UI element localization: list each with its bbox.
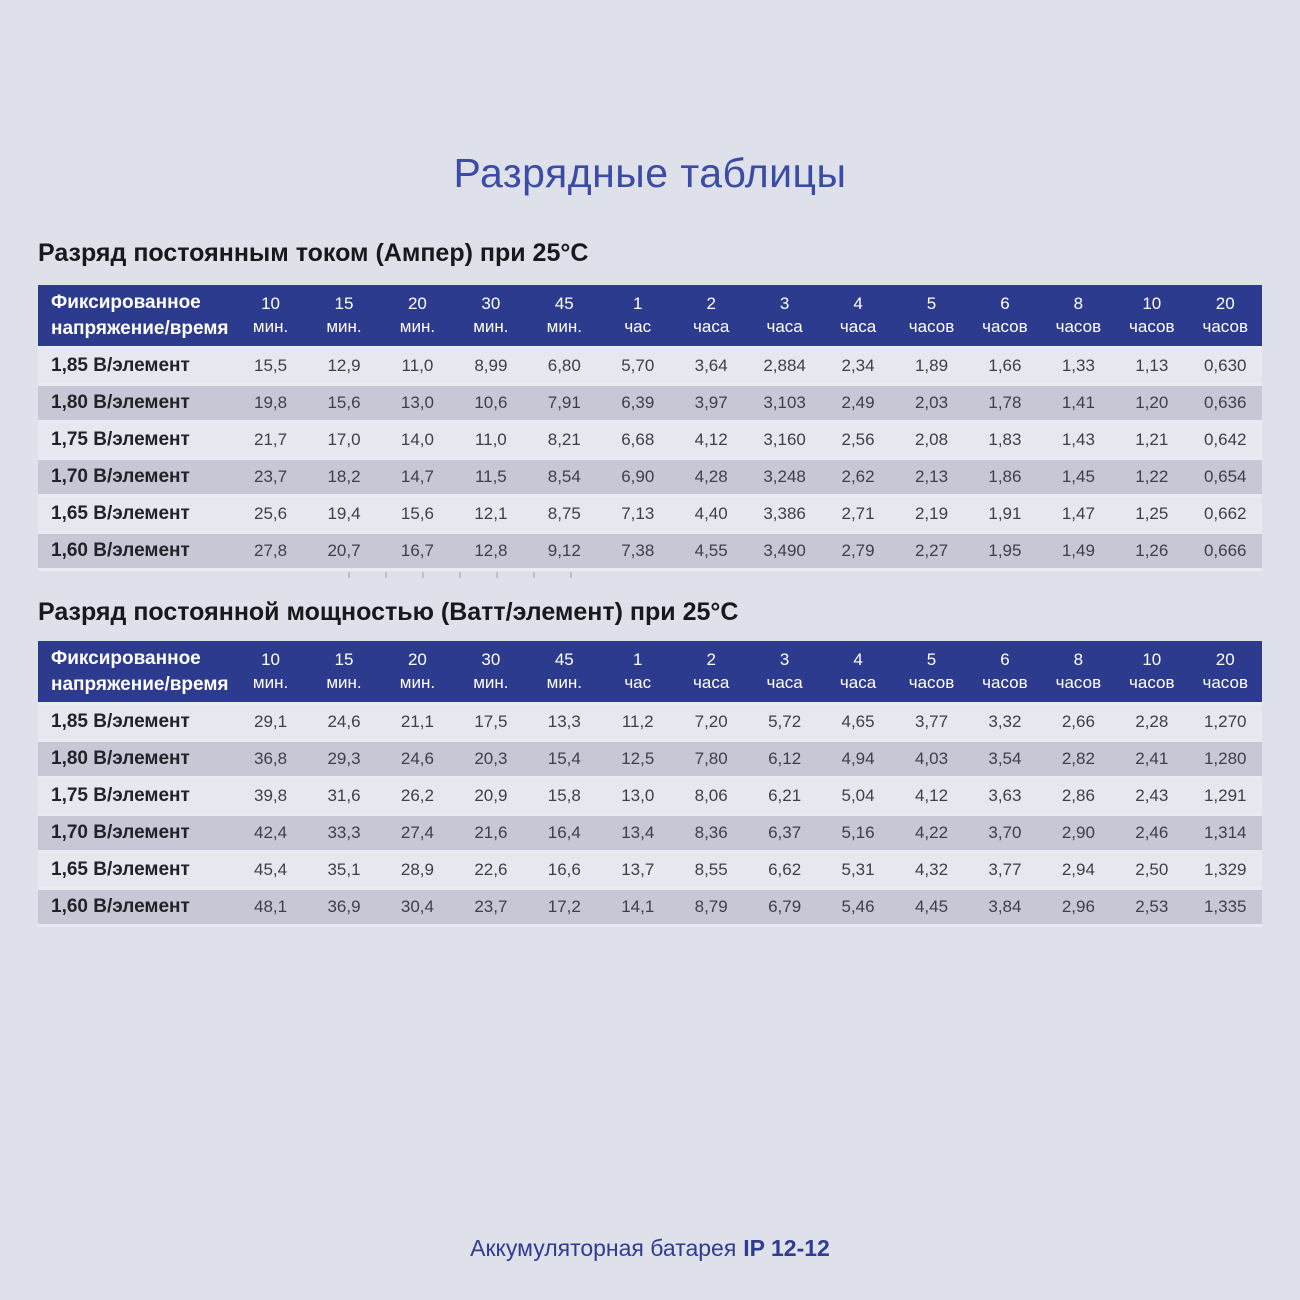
row-label: 1,75 В/элемент bbox=[51, 785, 190, 806]
table-cell: 2,28 bbox=[1135, 712, 1169, 731]
table-cell: 6,79 bbox=[768, 897, 802, 916]
table-cell: 1,280 bbox=[1203, 749, 1247, 768]
table-cell: 4,12 bbox=[914, 786, 949, 805]
table-cell: 1,78 bbox=[988, 393, 1022, 412]
table-cell: 39,8 bbox=[254, 786, 288, 805]
row-label: 1,85 В/элемент bbox=[51, 711, 190, 732]
table-cell: 2,86 bbox=[1061, 786, 1095, 805]
column-header: 5 часов bbox=[908, 293, 955, 336]
corner-header: Фиксированное напряжение/время bbox=[51, 648, 229, 695]
table-cell: 28,9 bbox=[400, 860, 434, 879]
page-title: Разрядные таблицы bbox=[453, 150, 847, 196]
table-cell: 2,82 bbox=[1061, 749, 1095, 768]
table-cell: 3,84 bbox=[988, 897, 1022, 916]
table-cell: 6,37 bbox=[768, 823, 802, 842]
table-cell: 3,160 bbox=[763, 430, 806, 449]
table-cell: 14,7 bbox=[400, 467, 434, 486]
row-label: 1,65 В/элемент bbox=[51, 859, 190, 880]
table-cell: 21,6 bbox=[474, 823, 508, 842]
table-cell: 2,43 bbox=[1135, 786, 1169, 805]
table-cell: 4,94 bbox=[841, 749, 875, 768]
table-cell: 1,86 bbox=[988, 467, 1022, 486]
table-cell: 13,0 bbox=[400, 393, 434, 412]
table-row bbox=[38, 349, 1262, 386]
table-cell: 2,71 bbox=[841, 504, 875, 523]
column-header: 8 часов bbox=[1055, 293, 1102, 336]
footer-text: Аккумуляторная батарея bbox=[470, 1235, 737, 1261]
table-cell: 15,4 bbox=[547, 749, 581, 768]
table-cell: 4,03 bbox=[914, 749, 949, 768]
table-cell: 0,636 bbox=[1203, 393, 1247, 412]
table-cell: 16,6 bbox=[547, 860, 581, 879]
table-cell: 1,83 bbox=[988, 430, 1022, 449]
table-header-row bbox=[38, 285, 1262, 349]
table-cell: 3,77 bbox=[988, 860, 1022, 879]
column-header: 2 часа bbox=[693, 649, 730, 692]
table-cell: 0,654 bbox=[1203, 467, 1247, 486]
column-header: 30 мин. bbox=[473, 293, 509, 336]
table-cell: 1,329 bbox=[1203, 860, 1247, 879]
table-cell: 1,291 bbox=[1203, 786, 1247, 805]
table-cell: 0,666 bbox=[1203, 541, 1247, 560]
table-cell: 2,79 bbox=[841, 541, 875, 560]
column-header: 30 мин. bbox=[473, 649, 509, 692]
table-cell: 8,21 bbox=[547, 430, 581, 449]
table-cell: 11,2 bbox=[621, 712, 654, 731]
table-header-row bbox=[38, 641, 1262, 705]
table-body bbox=[38, 349, 1262, 571]
table-cell: 8,55 bbox=[694, 860, 728, 879]
table-cell: 2,50 bbox=[1135, 860, 1169, 879]
table-cell: 3,490 bbox=[763, 541, 806, 560]
table-cell: 1,43 bbox=[1061, 430, 1095, 449]
table-cell: 1,49 bbox=[1061, 541, 1095, 560]
table-cell: 16,4 bbox=[547, 823, 581, 842]
table-cell: 1,41 bbox=[1061, 393, 1095, 412]
table-cell: 17,0 bbox=[327, 430, 361, 449]
table-cell: 2,884 bbox=[763, 356, 806, 375]
row-label: 1,65 В/элемент bbox=[51, 503, 190, 524]
table-cell: 29,3 bbox=[327, 749, 361, 768]
column-header: 10 часов bbox=[1129, 649, 1175, 692]
table-cell: 6,21 bbox=[768, 786, 802, 805]
table-row bbox=[38, 423, 1262, 460]
table-cell: 1,45 bbox=[1061, 467, 1095, 486]
table-cell: 8,06 bbox=[694, 786, 728, 805]
table-row bbox=[38, 779, 1262, 816]
table-cell: 29,1 bbox=[254, 712, 288, 731]
column-header: 10 мин. bbox=[252, 293, 289, 336]
table-cell: 13,0 bbox=[621, 786, 655, 805]
table-cell: 4,32 bbox=[914, 860, 949, 879]
column-header: 20 мин. bbox=[399, 649, 436, 692]
column-header: 4 часа bbox=[839, 649, 877, 692]
table-cell: 25,6 bbox=[254, 504, 288, 523]
table-cell: 17,5 bbox=[474, 712, 508, 731]
table-cell: 14,0 bbox=[400, 430, 434, 449]
table-cell: 2,56 bbox=[841, 430, 875, 449]
table-cell: 15,6 bbox=[400, 504, 434, 523]
table-cell: 4,55 bbox=[694, 541, 728, 560]
table-row bbox=[38, 853, 1262, 890]
table-body bbox=[38, 705, 1262, 927]
table-cell: 8,54 bbox=[547, 467, 581, 486]
table-cell: 3,32 bbox=[988, 712, 1022, 731]
table-cell: 4,65 bbox=[841, 712, 875, 731]
column-header: 1 час bbox=[624, 293, 652, 336]
column-header: 5 часов bbox=[908, 649, 955, 692]
table-cell: 1,33 bbox=[1061, 356, 1095, 375]
corner-header: Фиксированное напряжение/время bbox=[51, 292, 229, 339]
table-cell: 20,7 bbox=[327, 541, 361, 560]
table-cell: 31,6 bbox=[327, 786, 361, 805]
table-cell: 36,9 bbox=[327, 897, 361, 916]
table-cell: 8,36 bbox=[694, 823, 728, 842]
table-cell: 2,94 bbox=[1061, 860, 1095, 879]
column-header: 6 часов bbox=[982, 649, 1028, 692]
column-header: 3 часа bbox=[766, 293, 803, 336]
table-cell: 3,54 bbox=[988, 749, 1022, 768]
table-cell: 2,08 bbox=[914, 430, 949, 449]
table-cell: 27,4 bbox=[400, 823, 434, 842]
table-cell: 2,49 bbox=[841, 393, 875, 412]
table-cell: 6,39 bbox=[621, 393, 655, 412]
table-cell: 5,31 bbox=[841, 860, 875, 879]
table-cell: 11,0 bbox=[474, 430, 507, 449]
table-cell: 21,1 bbox=[400, 712, 434, 731]
table-cell: 18,2 bbox=[327, 467, 361, 486]
column-header: 4 часа bbox=[839, 293, 877, 336]
table-row bbox=[38, 534, 1262, 571]
constant-current-table bbox=[38, 285, 1262, 571]
table-cell: 4,45 bbox=[914, 897, 949, 916]
table-row bbox=[38, 742, 1262, 779]
table-cell: 3,103 bbox=[763, 393, 806, 412]
table-cell: 35,1 bbox=[327, 860, 361, 879]
table-cell: 2,46 bbox=[1135, 823, 1169, 842]
row-label: 1,60 В/элемент bbox=[51, 540, 190, 561]
column-header: 15 мин. bbox=[326, 293, 362, 336]
table-cell: 2,41 bbox=[1135, 749, 1169, 768]
row-label: 1,85 В/элемент bbox=[51, 355, 190, 376]
table-cell: 1,270 bbox=[1203, 712, 1247, 731]
table-cell: 7,91 bbox=[547, 393, 581, 412]
table-cell: 4,22 bbox=[914, 823, 949, 842]
table-cell: 42,4 bbox=[254, 823, 288, 842]
table-cell: 2,34 bbox=[841, 356, 875, 375]
table-cell: 6,12 bbox=[768, 749, 802, 768]
table-cell: 3,386 bbox=[763, 504, 806, 523]
table-cell: 8,75 bbox=[547, 504, 581, 523]
table-cell: 13,3 bbox=[547, 712, 581, 731]
table-cell: 7,20 bbox=[694, 712, 728, 731]
table-cell: 23,7 bbox=[474, 897, 508, 916]
table-cell: 24,6 bbox=[400, 749, 434, 768]
row-label: 1,70 В/элемент bbox=[51, 466, 190, 487]
table-cell: 1,47 bbox=[1061, 504, 1095, 523]
table-cell: 2,03 bbox=[914, 393, 949, 412]
column-header: 20 часов bbox=[1202, 293, 1248, 336]
table-cell: 0,642 bbox=[1203, 430, 1247, 449]
table-cell: 14,1 bbox=[621, 897, 655, 916]
column-header: 1 час bbox=[624, 649, 652, 692]
table-cell: 4,40 bbox=[694, 504, 728, 523]
table-cell: 26,2 bbox=[400, 786, 434, 805]
table-cell: 8,99 bbox=[474, 356, 508, 375]
table-cell: 2,27 bbox=[914, 541, 949, 560]
table-heading-power: Разряд постоянной мощностью (Ватт/элемент) при 25°C bbox=[38, 598, 739, 626]
table-cell: 2,62 bbox=[841, 467, 875, 486]
table-cell: 27,8 bbox=[254, 541, 288, 560]
table-cell: 8,79 bbox=[694, 897, 728, 916]
table-cell: 1,21 bbox=[1135, 430, 1169, 449]
table-cell: 3,64 bbox=[694, 356, 728, 375]
table-cell: 4,12 bbox=[694, 430, 728, 449]
table-cell: 0,662 bbox=[1203, 504, 1247, 523]
table-cell: 7,38 bbox=[621, 541, 655, 560]
table-cell: 9,12 bbox=[547, 541, 581, 560]
table-cell: 12,1 bbox=[474, 504, 508, 523]
table-cell: 1,91 bbox=[988, 504, 1022, 523]
table-cell: 12,8 bbox=[474, 541, 508, 560]
table-cell: 36,8 bbox=[254, 749, 288, 768]
table-cell: 17,2 bbox=[547, 897, 581, 916]
table-cell: 6,62 bbox=[768, 860, 802, 879]
row-label: 1,75 В/элемент bbox=[51, 429, 190, 450]
table-cell: 20,3 bbox=[474, 749, 508, 768]
column-header: 20 часов bbox=[1202, 649, 1248, 692]
table-row bbox=[38, 497, 1262, 534]
column-header: 3 часа bbox=[766, 649, 803, 692]
row-label: 1,60 В/элемент bbox=[51, 896, 190, 917]
table-cell: 7,13 bbox=[621, 504, 655, 523]
column-header: 15 мин. bbox=[326, 649, 362, 692]
row-label: 1,70 В/элемент bbox=[51, 822, 190, 843]
cropped-row-artifact bbox=[348, 572, 576, 578]
table-cell: 1,89 bbox=[914, 356, 949, 375]
content-area bbox=[0, 197, 1300, 927]
table-cell: 1,314 bbox=[1203, 823, 1247, 842]
table-cell: 19,8 bbox=[254, 393, 288, 412]
table-cell: 6,68 bbox=[621, 430, 655, 449]
table-cell: 2,53 bbox=[1135, 897, 1169, 916]
table-cell: 13,7 bbox=[621, 860, 655, 879]
table-cell: 1,335 bbox=[1203, 897, 1247, 916]
table-cell: 2,66 bbox=[1061, 712, 1095, 731]
column-header: 45 мин. bbox=[546, 649, 582, 692]
table-cell: 23,7 bbox=[254, 467, 288, 486]
table-cell: 30,4 bbox=[400, 897, 434, 916]
column-header: 10 мин. bbox=[252, 649, 289, 692]
table-cell: 6,80 bbox=[547, 356, 581, 375]
table-cell: 5,46 bbox=[841, 897, 875, 916]
table-cell: 3,248 bbox=[763, 467, 806, 486]
table-cell: 20,9 bbox=[474, 786, 508, 805]
table-cell: 2,19 bbox=[914, 504, 949, 523]
table-cell: 12,9 bbox=[327, 356, 361, 375]
table-heading-current: Разряд постоянным током (Ампер) при 25°C bbox=[38, 239, 589, 267]
table-cell: 4,28 bbox=[694, 467, 728, 486]
table-cell: 5,16 bbox=[841, 823, 875, 842]
table-cell: 22,6 bbox=[474, 860, 508, 879]
table-row bbox=[38, 460, 1262, 497]
table-cell: 21,7 bbox=[254, 430, 288, 449]
table-cell: 5,70 bbox=[621, 356, 655, 375]
table-cell: 3,97 bbox=[694, 393, 728, 412]
table-cell: 3,70 bbox=[988, 823, 1022, 842]
table-cell: 1,25 bbox=[1135, 504, 1169, 523]
table-row bbox=[38, 816, 1262, 853]
table-cell: 1,95 bbox=[988, 541, 1022, 560]
table-cell: 2,13 bbox=[914, 467, 949, 486]
battery-model: IP 12-12 bbox=[743, 1235, 830, 1261]
constant-power-table bbox=[38, 641, 1262, 927]
row-label: 1,80 В/элемент bbox=[51, 392, 190, 413]
table-cell: 11,5 bbox=[474, 467, 507, 486]
table-cell: 0,630 bbox=[1203, 356, 1247, 375]
table-cell: 1,20 bbox=[1135, 393, 1169, 412]
table-cell: 1,66 bbox=[988, 356, 1022, 375]
table-cell: 45,4 bbox=[254, 860, 288, 879]
table-cell: 6,90 bbox=[621, 467, 655, 486]
table-cell: 15,5 bbox=[254, 356, 288, 375]
column-header: 8 часов bbox=[1055, 649, 1102, 692]
table-cell: 10,6 bbox=[474, 393, 508, 412]
table-cell: 1,22 bbox=[1135, 467, 1169, 486]
column-header: 45 мин. bbox=[546, 293, 582, 336]
table-cell: 11,0 bbox=[401, 356, 434, 375]
table-cell: 15,6 bbox=[327, 393, 361, 412]
table-cell: 3,63 bbox=[988, 786, 1022, 805]
table-cell: 3,77 bbox=[914, 712, 949, 731]
table-row bbox=[38, 890, 1262, 927]
table-cell: 5,04 bbox=[841, 786, 875, 805]
table-cell: 2,90 bbox=[1061, 823, 1095, 842]
table-cell: 15,8 bbox=[547, 786, 581, 805]
table-row bbox=[38, 705, 1262, 742]
table-cell: 2,96 bbox=[1061, 897, 1095, 916]
table-cell: 13,4 bbox=[621, 823, 655, 842]
column-header: 10 часов bbox=[1129, 293, 1175, 336]
column-header: 20 мин. bbox=[399, 293, 436, 336]
table-cell: 19,4 bbox=[327, 504, 361, 523]
column-header: 6 часов bbox=[982, 293, 1028, 336]
table-row bbox=[38, 386, 1262, 423]
table-cell: 24,6 bbox=[327, 712, 361, 731]
table-cell: 5,72 bbox=[768, 712, 802, 731]
table-cell: 1,26 bbox=[1135, 541, 1169, 560]
page-footer bbox=[0, 1235, 1300, 1262]
table-cell: 33,3 bbox=[327, 823, 361, 842]
row-label: 1,80 В/элемент bbox=[51, 748, 190, 769]
column-header: 2 часа bbox=[693, 293, 730, 336]
table-cell: 12,5 bbox=[621, 749, 655, 768]
table-cell: 7,80 bbox=[694, 749, 728, 768]
table-cell: 48,1 bbox=[254, 897, 288, 916]
table-cell: 16,7 bbox=[400, 541, 434, 560]
table-cell: 1,13 bbox=[1135, 356, 1169, 375]
